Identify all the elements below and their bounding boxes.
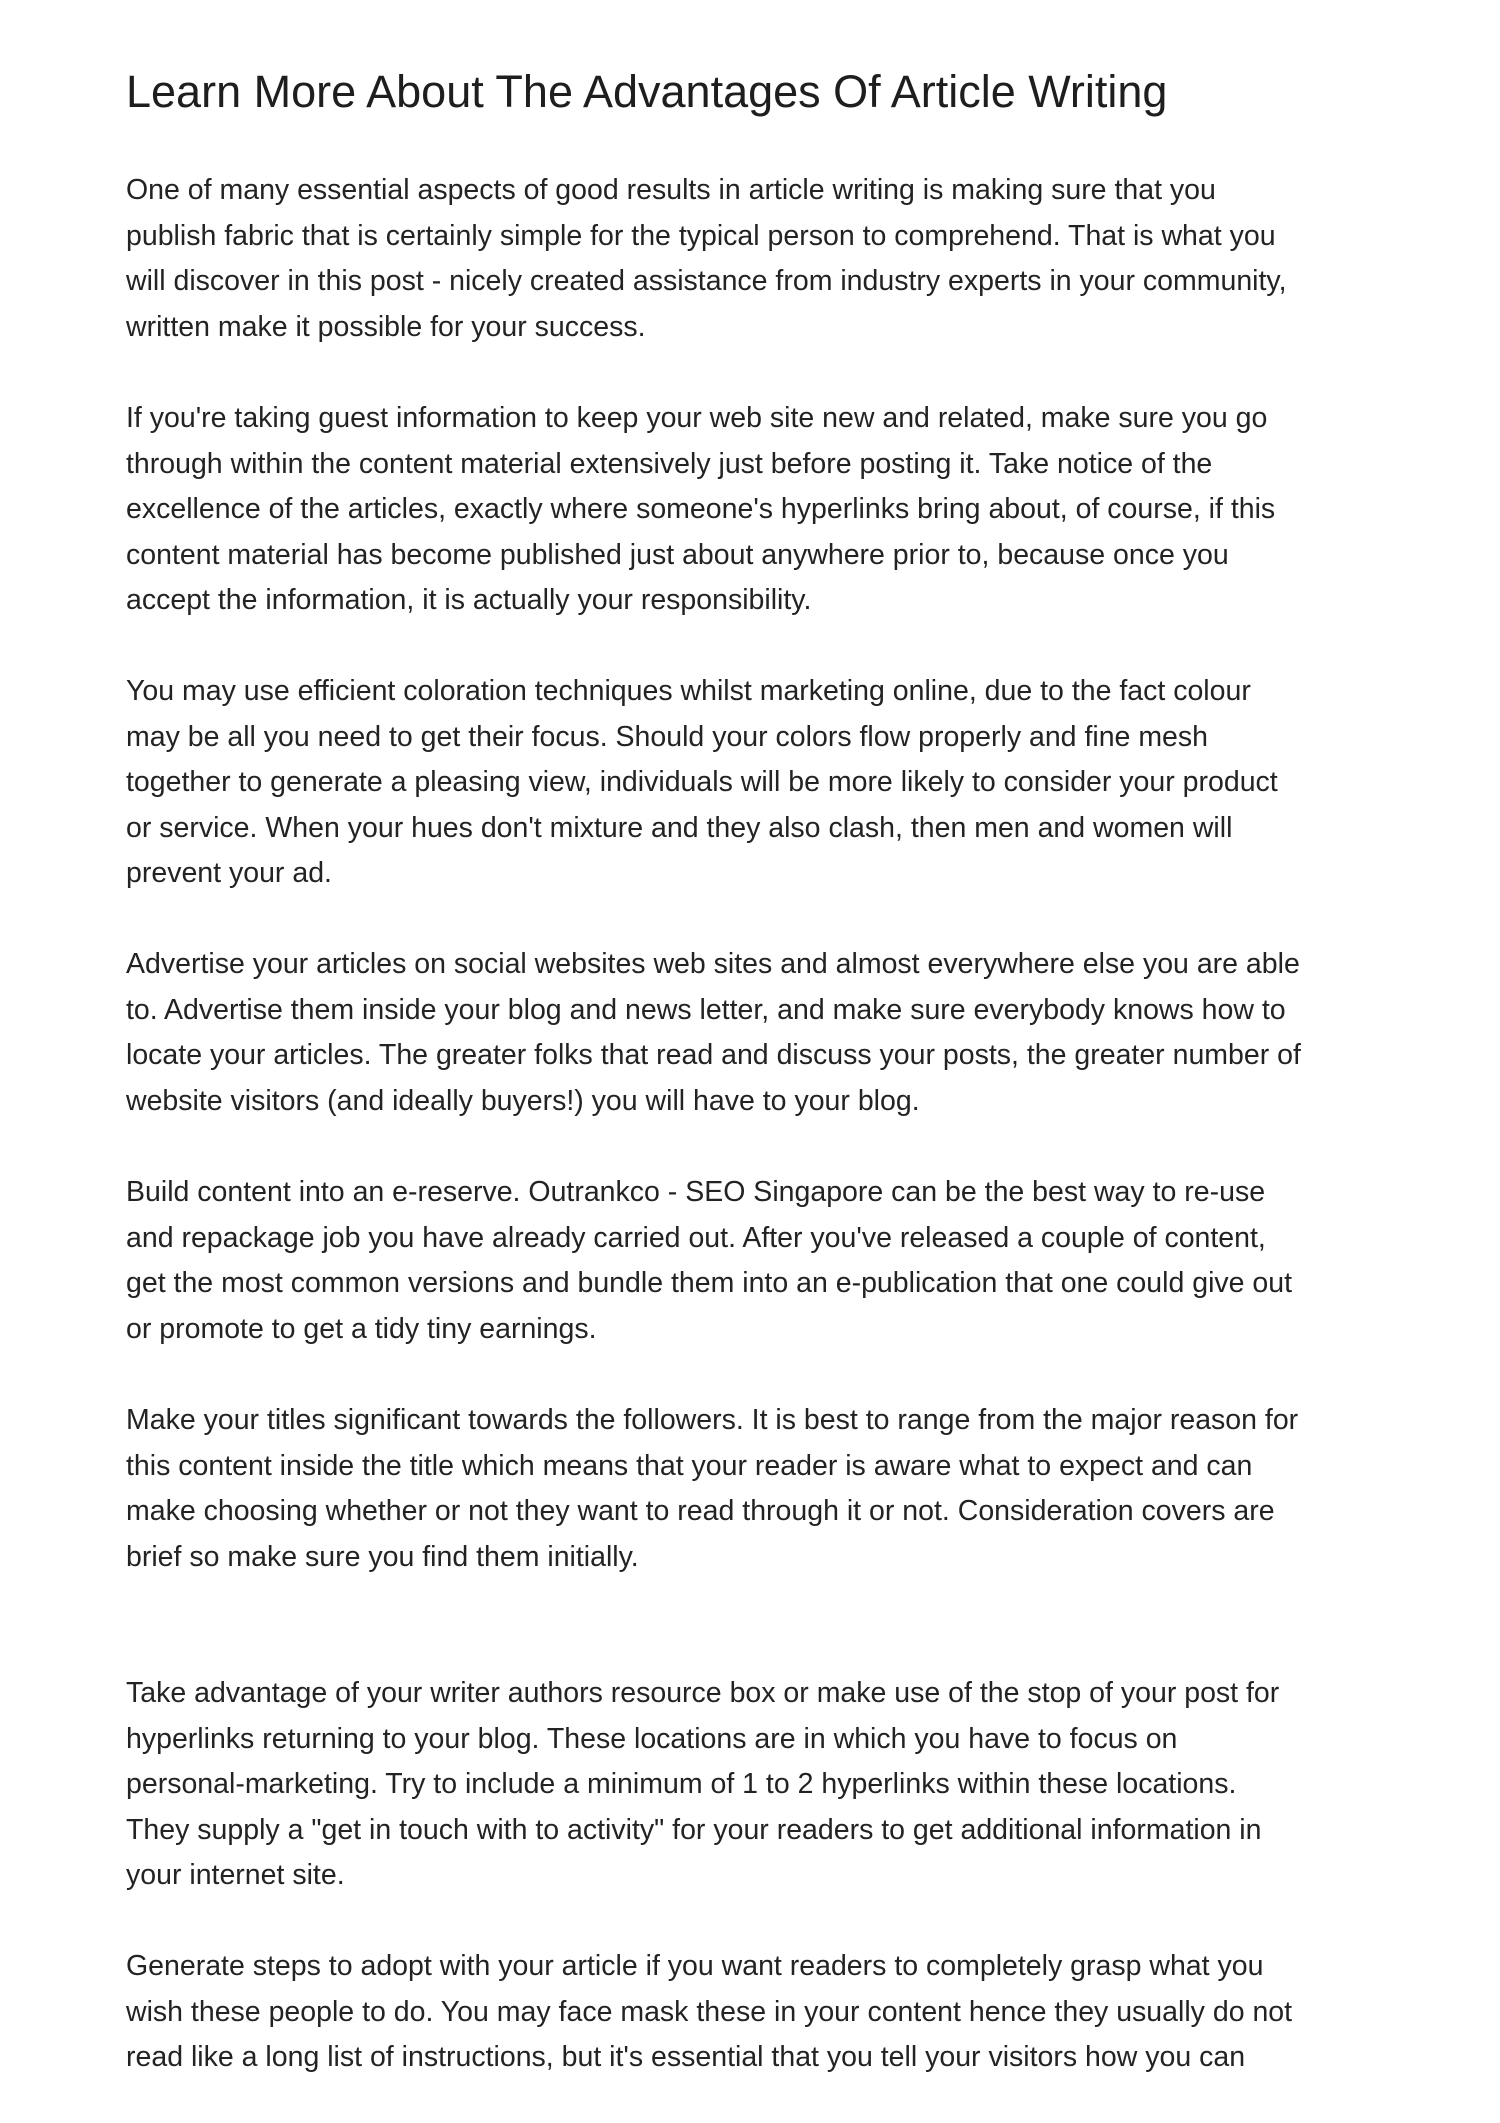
text-line: this content inside the title which means that your reader is aware what to expect and can [126, 1449, 1253, 1482]
paragraph [126, 1398, 1396, 1580]
paragraph [126, 1944, 1396, 2081]
text-line: get the most common versions and bundle them into an e-publication that one could give out [126, 1267, 1293, 1299]
text-line: hyperlinks returning to your blog. These locations are in which you have to focus on [126, 1722, 1178, 1755]
text-line: You may use efficient coloration techniques whilst marketing online, due to the fact colour [126, 675, 1251, 707]
text-line: make choosing whether or not they want to read through it or not. Consideration covers are [126, 1495, 1275, 1527]
paragraph [126, 669, 1396, 897]
text-line: and repackage job you have already carried out. After you've released a couple of content, [126, 1221, 1266, 1254]
paragraph [126, 1170, 1396, 1352]
text-line: will discover in this post - nicely created assistance from industry experts in your community, [126, 265, 1287, 297]
text-line: They supply a "get in touch with to activity" for your readers to get additional information in [126, 1813, 1262, 1846]
text-line: Make your titles significant towards the followers. It is best to range from the major reason for [126, 1404, 1299, 1436]
text-line: may be all you need to get their focus. Should your colors flow properly and fine mesh [126, 720, 1209, 753]
text-line: your internet site. [126, 1859, 345, 1891]
text-line: publish fabric that is certainly simple for the typical person to comprehend. That is what you [126, 219, 1276, 252]
text-line: Take advantage of your writer authors resource box or make use of the stop of your post for [126, 1677, 1280, 1709]
text-line: or service. When your hues don't mixture and they also clash, then men and women will [126, 811, 1233, 844]
text-line: One of many essential aspects of good results in article writing is making sure that you [126, 174, 1216, 206]
text-line: website visitors (and ideally buyers!) you will have to your blog. [126, 1084, 920, 1117]
text-line: to. Advertise them inside your blog and news letter, and make sure everybody knows how to [126, 993, 1286, 1026]
paragraph [126, 942, 1396, 1124]
paragraph [126, 1671, 1396, 1899]
document-title: Learn More About The Advantages Of Article Writing [126, 66, 1168, 117]
text-line: through within the content material extensively just before posting it. Take notice of the [126, 447, 1213, 480]
text-line: Build content into an e-reserve. Outrankco - SEO Singapore can be the best way to re-use [126, 1176, 1266, 1208]
text-line: personal-marketing. Try to include a minimum of 1 to 2 hyperlinks within these locations. [126, 1768, 1237, 1800]
text-line: If you're taking guest information to keep your web site new and related, make sure you go [126, 402, 1268, 434]
text-line: together to generate a pleasing view, individuals will be more likely to consider your product [126, 766, 1278, 798]
text-line: excellence of the articles, exactly where someone's hyperlinks bring about, of course, if this [126, 493, 1276, 525]
text-line: locate your articles. The greater folks that read and discuss your posts, the greater number of [126, 1039, 1301, 1071]
text-line: written make it possible for your success. [126, 310, 646, 343]
text-line: Generate steps to adopt with your article if you want readers to completely grasp what you [126, 1950, 1264, 1982]
text-line: brief so make sure you find them initially. [126, 1540, 639, 1573]
text-line: wish these people to do. You may face mask these in your content hence they usually do not [126, 1995, 1293, 2028]
paragraph [126, 396, 1396, 624]
text-line: read like a long list of instructions, but it's essential that you tell your visitors how you can [126, 2041, 1246, 2073]
text-line: Advertise your articles on social websites web sites and almost everywhere else you are able [126, 948, 1300, 980]
text-line: or promote to get a tidy tiny earnings. [126, 1312, 597, 1345]
text-line: prevent your ad. [126, 857, 332, 889]
paragraph [126, 168, 1396, 350]
text-line: content material has become published just about anywhere prior to, because once you [126, 538, 1229, 571]
text-line: accept the information, it is actually your responsibility. [126, 584, 812, 616]
